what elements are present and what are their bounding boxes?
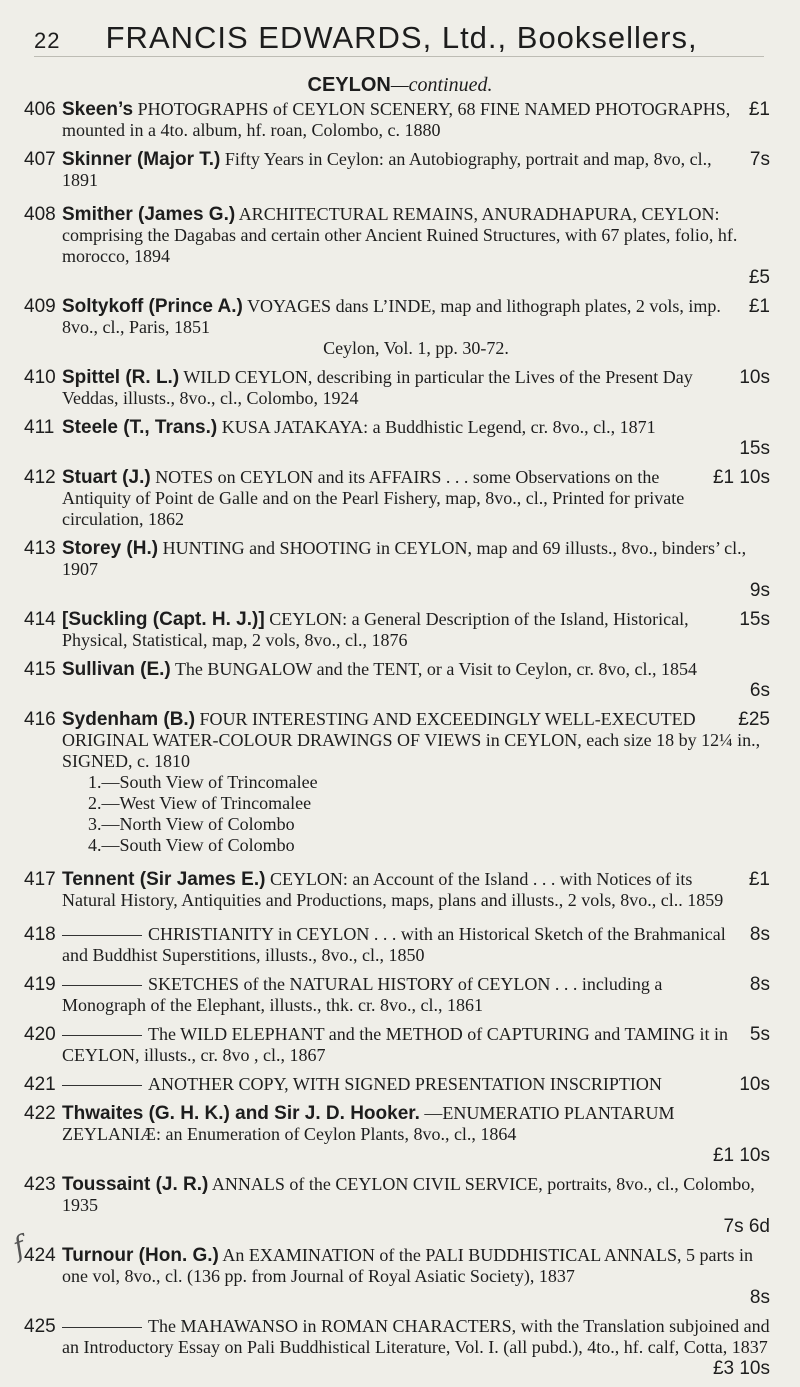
catalogue-entry (24, 659, 770, 701)
description: CEYLON: a General Description of the Island, Historical, Physical, Statistical, map, 2 vols, 8vo., cl., 1876 (62, 609, 689, 650)
author: Sydenham (B.) (62, 709, 196, 730)
price: £25 (738, 709, 770, 730)
running-title: FRANCIS EDWARDS, Ltd., Booksellers, (105, 20, 698, 55)
lot-number: 408 (24, 204, 56, 225)
catalogue-entry (24, 149, 770, 191)
description: VOYAGES dans L’INDE, map and lithograph plates, 2 vols, imp. 8vo., cl., Paris, 1851 (62, 296, 721, 337)
description: PHOTOGRAPHS of CEYLON SCENERY, 68 FINE NAMED PHOTOGRAPHS, mounted in a 4to. album, hf. roan, Colombo, c. 1880 (62, 99, 731, 140)
price: 9s (749, 580, 770, 601)
catalogue-entry (24, 974, 770, 1016)
description: —ENUMERATIO PLANTARUM ZEYLANIÆ: an Enumeration of Ceylon Plants, 8vo., cl., 1864 (62, 1103, 675, 1144)
entry-gap (24, 1095, 770, 1103)
catalogue-entry (24, 1103, 770, 1166)
description: The MAHAWANSO in ROMAN CHARACTERS, with the Translation subjoined and an Introductory Essay on Pali Buddhistical Literature, Vol. I. (all pubd.), 4to., hf. calf, Cotta, 1837 (62, 1316, 770, 1357)
catalogue-entry (24, 467, 770, 530)
entry-gap (24, 530, 770, 538)
lot-number: 413 (24, 538, 56, 559)
price: 5s (749, 1024, 770, 1045)
catalogue-entry (24, 204, 770, 288)
lot-number: 423 (24, 1174, 56, 1195)
author: Sullivan (E.) (62, 659, 171, 680)
author: Storey (H.) (62, 538, 159, 559)
price: 7s (749, 149, 770, 170)
page-number: 22 (34, 28, 61, 53)
page-header (34, 20, 774, 56)
price: £1 (748, 99, 770, 120)
catalogue-entries (24, 99, 770, 1387)
lot-number: 409 (24, 296, 56, 317)
description: ARCHITECTURAL REMAINS, ANURADHAPURA, CEYLON: comprising the Dagabas and certain other Ancient Ruined Structures, with 67 plates, folio, hf. morocco, 1894 (62, 204, 738, 266)
price: 8s (749, 974, 770, 995)
entry-gap (24, 459, 770, 467)
catalogue-entry (24, 1074, 770, 1095)
ditto-rule (62, 1085, 142, 1086)
lot-number: 406 (24, 99, 56, 120)
lot-number: 414 (24, 609, 56, 630)
ditto-rule (62, 985, 142, 986)
lot-number: 419 (24, 974, 56, 995)
author: Toussaint (J. R.) (62, 1174, 209, 1195)
list-item: 4.—South View of Colombo (88, 835, 295, 855)
lot-number: 421 (24, 1074, 56, 1095)
author: Skeen’s (62, 99, 134, 120)
price: 10s (739, 367, 770, 388)
description: HUNTING and SHOOTING in CEYLON, map and 69 illusts., 8vo., binders’ cl., 1907 (62, 538, 747, 579)
price: 15s (739, 438, 770, 459)
lot-number: 411 (24, 417, 55, 438)
catalogue-entry (24, 1174, 770, 1237)
lot-number: 412 (24, 467, 56, 488)
lot-number: 418 (24, 924, 56, 945)
catalogue-entry (24, 538, 770, 601)
entry-gap (24, 1379, 770, 1387)
price: £1 10s (712, 467, 770, 488)
catalogue-entry (24, 1245, 770, 1308)
section-title: CEYLON (307, 74, 391, 96)
author: Turnour (Hon. G.) (62, 1245, 219, 1266)
author: Spittel (R. L.) (62, 367, 180, 388)
entry-gap (24, 856, 770, 869)
entry-gap (24, 141, 770, 149)
lot-number: 424 (24, 1245, 56, 1266)
catalogue-entry (24, 1316, 770, 1379)
entry-gap (24, 1308, 770, 1316)
price: 8s (749, 1287, 770, 1308)
entry-gap (24, 1016, 770, 1024)
list-item: 1.—South View of Trincomalee (88, 772, 318, 792)
entry-gap (24, 1237, 770, 1245)
entry-gap (24, 701, 770, 709)
description: The BUNGALOW and the TENT, or a Visit to Ceylon, cr. 8vo, cl., 1854 (174, 659, 697, 679)
section-continued: —continued. (390, 74, 493, 96)
author: Stuart (J.) (62, 467, 151, 488)
catalogue-entry (24, 709, 770, 856)
entry-gap (24, 966, 770, 974)
drawing-list (62, 772, 770, 856)
description: CHRISTIANITY in CEYLON . . . with an Historical Sketch of the Brahmanical and Buddhist Superstitions, illusts., 8vo., cl., 1850 (62, 924, 726, 965)
price: 15s (739, 609, 770, 630)
catalogue-entry (24, 367, 770, 409)
price: 8s (749, 924, 770, 945)
entry-gap (24, 1166, 770, 1174)
price: 10s (739, 1074, 770, 1095)
price: £1 (748, 869, 770, 890)
price: £3 10s (712, 1358, 770, 1379)
description: CEYLON: an Account of the Island . . . with Notices of its Natural History, Antiquities and Productions, maps, plans and illusts., 2 vols, 8vo., cl.. 1859 (62, 869, 724, 910)
header-rule (34, 56, 764, 57)
author: Thwaites (G. H. K.) and Sir J. D. Hooker. (62, 1103, 420, 1124)
note: Ceylon, Vol. 1, pp. 30-72. (323, 338, 509, 358)
entry-gap (24, 359, 770, 367)
ditto-rule (62, 1035, 142, 1036)
author: Skinner (Major T.) (62, 149, 221, 170)
list-item: 3.—North View of Colombo (88, 814, 295, 834)
ditto-rule (62, 935, 142, 936)
description: NOTES on CEYLON and its AFFAIRS . . . some Observations on the Antiquity of Point de Galle and on the Pearl Fishery, map, 8vo., cl., Printed for private circulation, 1862 (62, 467, 685, 529)
catalogue-entry (24, 296, 770, 359)
description: SKETCHES of the NATURAL HISTORY of CEYLON . . . including a Monograph of the Elephant, illusts., thk. cr. 8vo., cl., 1861 (62, 974, 663, 1015)
price: 7s 6d (723, 1216, 770, 1237)
description: The WILD ELEPHANT and the METHOD of CAPTURING and TAMING it in CEYLON, illusts., cr. 8vo , cl., 1867 (62, 1024, 728, 1065)
pencil-mark: 𝑓 (9, 1231, 30, 1264)
catalogue-entry (24, 609, 770, 651)
ditto-rule (62, 1327, 142, 1328)
author: [Suckling (Capt. H. J.)] (62, 609, 265, 630)
entry-gap (24, 191, 770, 204)
author: Smither (James G.) (62, 204, 236, 225)
lot-number: 420 (24, 1024, 56, 1045)
description: WILD CEYLON, describing in particular the Lives of the Present Day Veddas, illusts., 8vo., cl., Colombo, 1924 (62, 367, 693, 408)
price: £5 (748, 267, 770, 288)
entry-gap (24, 288, 770, 296)
description: Fifty Years in Ceylon: an Autobiography, portrait and map, 8vo, cl., 1891 (62, 149, 712, 190)
description: KUSA JATAKAYA: a Buddhistic Legend, cr. 8vo., cl., 1871 (221, 417, 656, 437)
description: FOUR INTERESTING AND EXCEEDINGLY WELL-EXECUTED ORIGINAL WATER-COLOUR DRAWINGS OF VIEWS in CEYLON, each size 18 by 12¼ in., SIGNED, c. 1810 (62, 709, 761, 771)
catalogue-entry (24, 99, 770, 141)
price: 6s (749, 680, 770, 701)
lot-number: 417 (24, 869, 56, 890)
description: ANOTHER COPY, WITH SIGNED PRESENTATION INSCRIPTION (148, 1074, 662, 1094)
price: £1 10s (712, 1145, 770, 1166)
author: Soltykoff (Prince A.) (62, 296, 243, 317)
author: Steele (T., Trans.) (62, 417, 218, 438)
lot-number: 407 (24, 149, 56, 170)
entry-gap (24, 601, 770, 609)
catalogue-entry (24, 417, 770, 459)
catalogue-entry (24, 869, 770, 911)
catalogue-entry (24, 1024, 770, 1066)
author: Tennent (Sir James E.) (62, 869, 266, 890)
entry-gap (24, 1066, 770, 1074)
lot-number: 422 (24, 1103, 56, 1124)
description: ANNALS of the CEYLON CIVIL SERVICE, portraits, 8vo., cl., Colombo, 1935 (62, 1174, 755, 1215)
description: An EXAMINATION of the PALI BUDDHISTICAL ANNALS, 5 parts in one vol, 8vo., cl. (136 pp. from Journal of Royal Asiatic Society), 1837 (62, 1245, 754, 1286)
lot-number: 416 (24, 709, 56, 730)
entry-gap (24, 409, 770, 417)
section-heading (0, 74, 800, 97)
list-item: 2.—West View of Trincomalee (88, 793, 312, 813)
entry-gap (24, 911, 770, 924)
price: £1 (748, 296, 770, 317)
lot-number: 415 (24, 659, 56, 680)
entry-gap (24, 651, 770, 659)
lot-number: 410 (24, 367, 56, 388)
catalogue-entry (24, 924, 770, 966)
lot-number: 425 (24, 1316, 56, 1337)
